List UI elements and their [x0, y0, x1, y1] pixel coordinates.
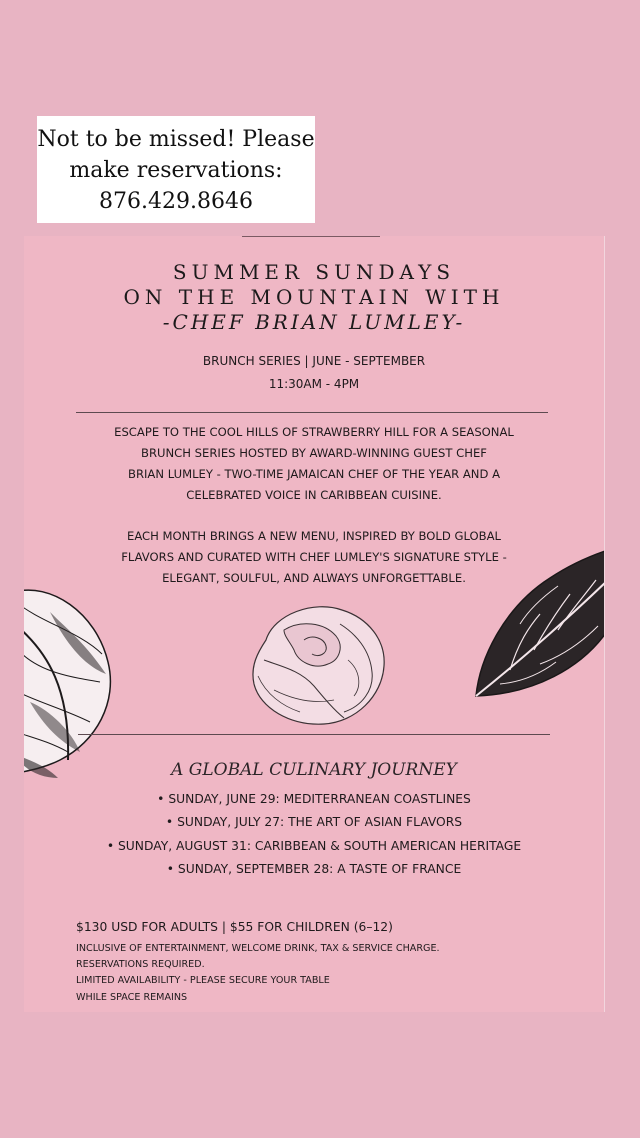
series-time: 11:30AM - 4PM — [268, 377, 360, 391]
note-line: RESERVATIONS REQUIRED. — [76, 959, 205, 971]
leaf-right-illustration — [470, 544, 605, 704]
flyer-title-line-1: SUMMER SUNDAYS — [172, 260, 456, 284]
sticker-phone-number: 876.429.8646 — [99, 189, 253, 214]
menu-intro-line: ELEGANT, SOULFUL, AND ALWAYS UNFORGETTABLE. — [162, 571, 466, 585]
pricing-line: $130 USD FOR ADULTS | $55 FOR CHILDREN (6–12) — [76, 920, 393, 934]
note-line: INCLUSIVE OF ENTERTAINMENT, WELCOME DRINK, TAX & SERVICE CHARGE. — [76, 943, 440, 954]
sticker-line-1: Not to be missed! Please — [37, 127, 315, 152]
menu-intro-line: EACH MONTH BRINGS A NEW MENU, INSPIRED BY BOLD GLOBAL — [127, 529, 501, 543]
note-line: LIMITED AVAILABILITY - PLEASE SECURE YOUR TABLE — [76, 975, 330, 987]
journey-item: • SUNDAY, JUNE 29: MEDITERRANEAN COASTLINES — [157, 792, 471, 806]
journey-item: • SUNDAY, SEPTEMBER 28: A TASTE OF FRANCE — [166, 861, 462, 876]
intro-line: BRIAN LUMLEY - TWO-TIME JAMAICAN CHEF OF THE YEAR AND A — [127, 467, 501, 481]
sticker-line-2: make reservations: — [69, 158, 283, 183]
journey-list — [24, 788, 604, 881]
divider-upper — [76, 412, 548, 413]
flyer-title-chef-name: -CHEF BRIAN LUMLEY- — [162, 310, 466, 334]
journey-item: • SUNDAY, JULY 27: THE ART OF ASIAN FLAVORS — [165, 815, 463, 830]
intro-line: BRUNCH SERIES HOSTED BY AWARD-WINNING GUEST CHEF — [141, 446, 487, 460]
note-line: WHILE SPACE REMAINS — [76, 991, 188, 1003]
intro-paragraph — [24, 422, 604, 506]
intro-line: ESCAPE TO THE COOL HILLS OF STRAWBERRY HILL FOR A SEASONAL — [114, 425, 514, 439]
series-dates: BRUNCH SERIES | JUNE - SEPTEMBER — [202, 354, 426, 368]
menu-intro-line: FLAVORS AND CURATED WITH CHEF LUMLEY'S SIGNATURE STYLE - — [121, 550, 507, 564]
top-divider — [242, 236, 380, 237]
flyer-title-line-2: ON THE MOUNTAIN WITH — [123, 285, 505, 309]
reservation-sticker — [37, 116, 315, 223]
divider-lower — [78, 734, 550, 735]
journey-item: • SUNDAY, AUGUST 31: CARIBBEAN & SOUTH AMERICAN HERITAGE — [106, 838, 522, 853]
intro-line: CELEBRATED VOICE IN CARIBBEAN CUISINE. — [186, 488, 442, 502]
leaf-left-illustration — [24, 582, 114, 782]
pricing-notes — [76, 941, 440, 1006]
rose-illustration — [244, 600, 390, 728]
brunch-flyer — [24, 236, 605, 1012]
journey-heading: A GLOBAL CULINARY JOURNEY — [171, 760, 457, 780]
